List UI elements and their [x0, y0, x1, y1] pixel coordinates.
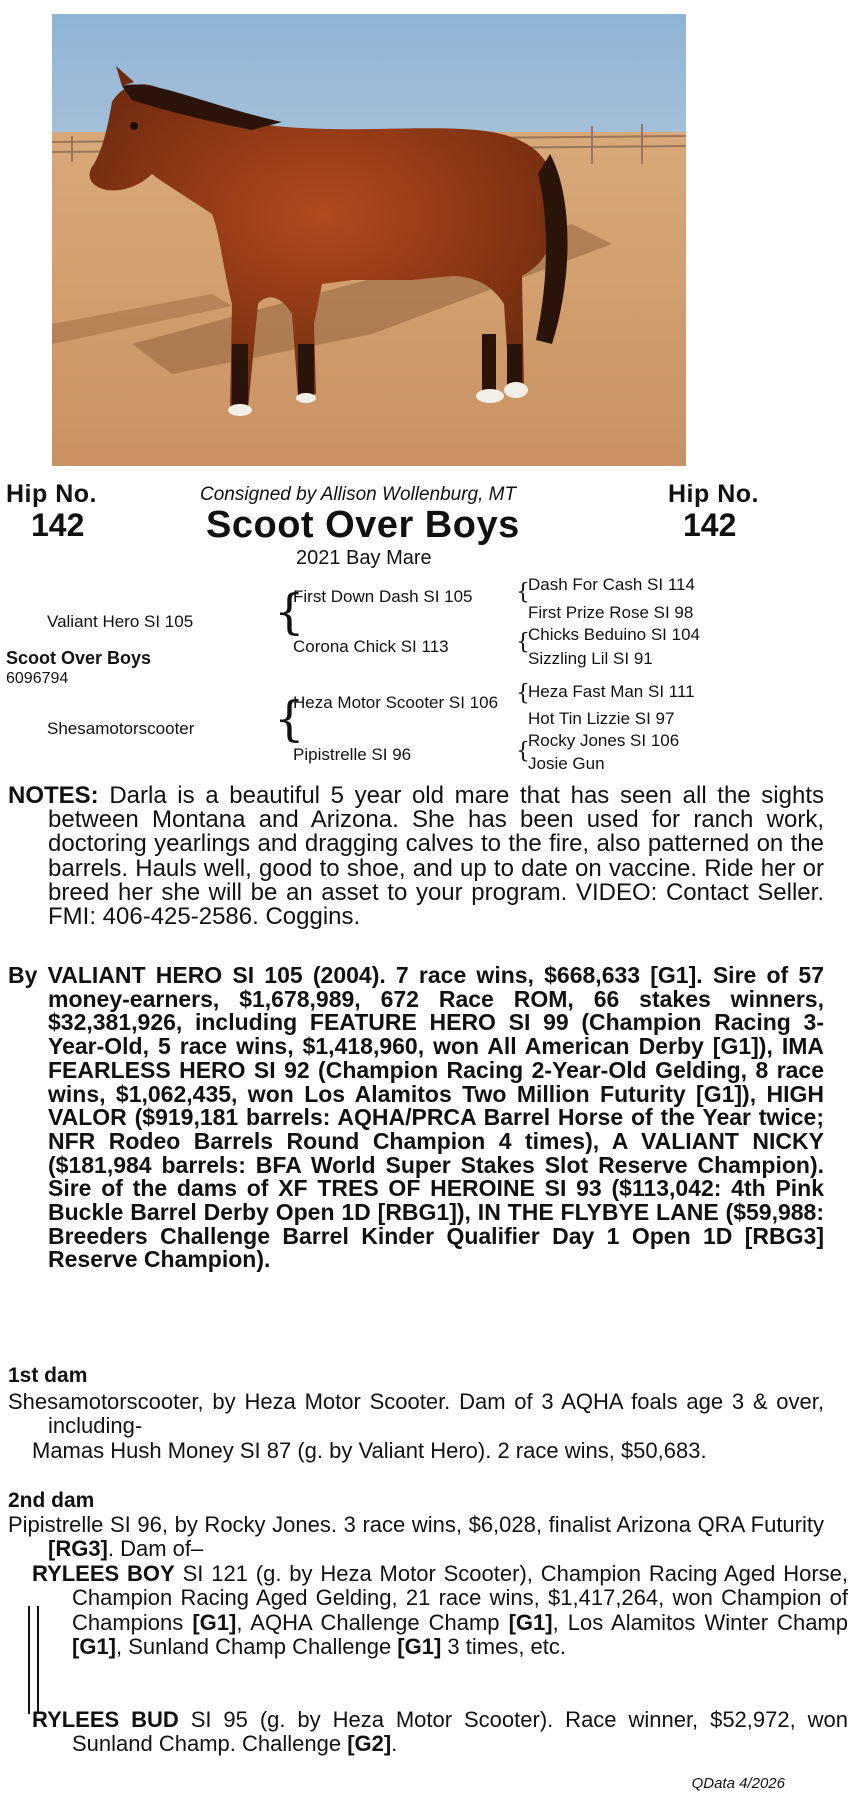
grade-badge: [RG3]	[48, 1536, 108, 1562]
second-dam-line	[8, 1513, 824, 1562]
offspring-text: , AQHA Challenge Champ	[236, 1609, 509, 1635]
grade-badge: [G1]	[72, 1633, 116, 1659]
brace-icon: {	[516, 580, 530, 605]
footer-stamp: QData 4/2026	[691, 1775, 785, 1792]
offspring-text: , Los Alamitos Winter Champ	[552, 1609, 848, 1635]
grade-badge: [G1]	[192, 1609, 237, 1635]
brace-icon: {	[516, 739, 530, 764]
ped-registration: 6096794	[6, 670, 69, 687]
grade-badge: [G1]	[508, 1609, 553, 1635]
brace-icon: {	[274, 691, 305, 747]
offspring-name: RYLEES BOY	[32, 1561, 175, 1586]
ped-g3: Chicks Beduino SI 104	[528, 625, 700, 644]
brace-icon: {	[516, 630, 530, 655]
sire-summary: By VALIANT HERO SI 105 (2004). 7 race wins, $668,633 [G1]. Sire of 57 money-earners, $1,678,989, 672 Race ROM, 66 stakes winners, $32,381,926, including FEATURE HERO SI 99 (Champion Racing 3-Year-Old, 5 race wins, $1,418,960, won All American Derby [G1]), IMA FEARLESS HERO SI 92 (Champion Racing 2-Year-Old Gelding, 8 race wins, $1,062,435, won Los Alamitos Two Million Futurity [G1]), HIGH VALOR ($919,181 barrels: AQHA/PRCA Barrel Horse of the Year twice; NFR Rodeo Barrels Round Champion 4 times), A VALIANT NICKY ($181,984 barrels: BFA World Super Stakes Slot Reserve Champion). Sire of the dams of XF TRES OF HEROINE SI 93 ($113,042: 4th Pink Buckle Barrel Derby Open 1D [RBG1]), IN THE FLYBYE LANE ($59,988: Breeders Challenge Barrel Kinder Qualifier Day 1 Open 1D [RBG3] Reserve Champion).	[8, 962, 824, 1273]
ped-g6: Hot Tin Lizzie SI 97	[528, 709, 675, 728]
hip-label-left: Hip No.	[6, 480, 97, 508]
horse-name: Scoot Over Boys	[206, 504, 520, 546]
offspring-name: RYLEES BUD	[32, 1707, 179, 1732]
offspring-text: 3 times, etc.	[441, 1633, 567, 1659]
consigned-by: Consigned by Allison Wollenburg, MT	[200, 484, 517, 505]
grade-badge: [G1]	[397, 1633, 442, 1659]
ped-g1: Dash For Cash SI 114	[528, 575, 695, 594]
second-dam-heading: 2nd dam	[8, 1489, 95, 1512]
ped-sire: Valiant Hero SI 105	[47, 612, 194, 631]
ped-g8: Josie Gun	[528, 754, 605, 773]
ped-dam-sire: Heza Motor Scooter SI 106	[293, 693, 499, 712]
hip-number-right: 142	[683, 507, 737, 543]
ped-dam: Shesamotorscooter	[47, 719, 195, 738]
ped-g5: Heza Fast Man SI 111	[528, 682, 695, 701]
ped-g2: First Prize Rose SI 98	[528, 603, 694, 622]
offspring-text: SI 95 (g. by Heza Motor Scooter). Race winner, $52,972, won Sunland Champ. Challenge	[72, 1707, 848, 1757]
ped-sire-sire: First Down Dash SI 105	[293, 587, 473, 606]
brace-icon: {	[516, 681, 530, 706]
hip-label-right: Hip No.	[668, 480, 759, 508]
horse-description: 2021 Bay Mare	[296, 547, 432, 569]
offspring-text: , Sunland Champ Challenge	[116, 1633, 398, 1659]
ped-g4: Sizzling Lil SI 91	[528, 649, 653, 668]
offspring-rylees-boy	[8, 1562, 848, 1659]
hip-number-left: 142	[31, 507, 85, 543]
first-dam-offspring: Mamas Hush Money SI 87 (g. by Valiant Hero). 2 race wins, $50,683.	[32, 1438, 707, 1463]
ped-dam-dam: Pipistrelle SI 96	[293, 745, 412, 764]
ped-sire-dam: Corona Chick SI 113	[293, 637, 449, 656]
grade-badge: [G2]	[347, 1731, 392, 1757]
ped-g7: Rocky Jones SI 106	[528, 731, 680, 750]
offspring-text: SI 121 (g. by Heza Motor Scooter), Champion Racing Aged Horse, Champion Racing Aged Gelding, 21 race wins, $1,417,264, won Champion of Champions	[72, 1561, 848, 1635]
offspring-text: .	[391, 1731, 398, 1757]
offspring-rylees-bud	[8, 1708, 848, 1757]
notes-text: Darla is a beautiful 5 year old mare that has seen all the sights between Montana and Arizona. She has been used for ranch work, doctoring yearlings and dragging calves to the fire, also patterned on the barrels. Hauls well, good to shoe, and up to date on vaccine. Ride her or breed her she will be an asset to your program. VIDEO: Contact Seller. FMI: 406-425-2586. Coggins.	[48, 782, 824, 931]
first-dam-line: Shesamotorscooter, by Heza Motor Scooter. Dam of 3 AQHA foals age 3 & over, including-	[8, 1389, 824, 1439]
second-dam-text-end: . Dam of–	[107, 1536, 204, 1562]
first-dam-heading: 1st dam	[8, 1364, 88, 1387]
notes-paragraph	[8, 784, 824, 929]
notes-label: NOTES:	[8, 782, 99, 809]
brace-icon: {	[274, 584, 305, 640]
second-dam-text: Pipistrelle SI 96, by Rocky Jones. 3 race wins, $6,028, finalist Arizona QRA Futurity	[8, 1512, 824, 1537]
ped-subject: Scoot Over Boys	[6, 648, 152, 668]
horse-photo	[52, 14, 686, 466]
